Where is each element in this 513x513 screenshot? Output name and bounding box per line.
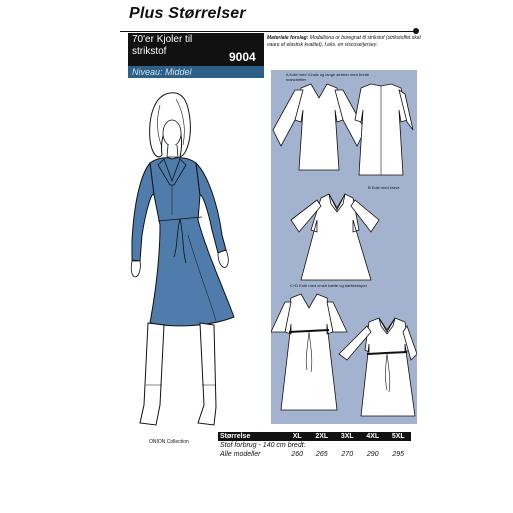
view-b (291, 194, 379, 280)
view-c (271, 294, 347, 410)
size-header-label: Størrelse (218, 432, 285, 441)
view-a-front (273, 84, 365, 170)
size-2xl: 2XL (309, 432, 334, 441)
model-illustration (110, 85, 270, 445)
fabric-usage-label: Stof forbrug - 140 cm bredt: (220, 442, 306, 449)
size-3xl: 3XL (335, 432, 360, 441)
value-2xl: 265 (315, 451, 328, 458)
view-d (339, 318, 417, 416)
header-rule-dot (413, 28, 419, 34)
size-xl: XL (285, 432, 309, 441)
value-4xl: 290 (366, 451, 379, 458)
table-row (218, 441, 411, 450)
size-4xl: 4XL (360, 432, 385, 441)
pattern-title-line1: 70'er Kjoler til (132, 34, 193, 45)
collection-label: ONION Collection (149, 439, 189, 445)
materials-label: Materiale forslag: (267, 35, 309, 41)
view-cd-caption: C+D Kole med vrush bælte og bælteslroper (290, 283, 368, 288)
value-xl: 260 (291, 451, 303, 458)
all-models-label: Alle modeller (220, 451, 261, 458)
materials-text: Modalliona or boregnat til strikstof (strikstoffet skal vaare af elastisk kvalitet), f.eks. en viscose/jersey. (267, 35, 421, 48)
value-5xl: 295 (392, 451, 405, 458)
pattern-title (132, 34, 236, 58)
size-header-row (218, 432, 411, 441)
technical-drawings (271, 70, 417, 424)
brand-title: Plus Størrelser (129, 5, 246, 22)
model-number: 9004 (229, 50, 256, 64)
materials-note (267, 35, 421, 49)
view-b-caption: B Kole med krave (368, 185, 400, 190)
header-rule (120, 31, 416, 32)
view-a-caption: A Kole med V-hals og lange aermer med brede manchetter (286, 72, 370, 82)
size-table (218, 432, 411, 459)
level-label: Niveau: Middel (132, 67, 192, 77)
value-3xl: 270 (341, 451, 354, 458)
table-row (218, 450, 411, 459)
view-a-back (355, 84, 413, 175)
pattern-title-line2: strikstof (132, 46, 167, 57)
size-5xl: 5XL (385, 432, 411, 441)
